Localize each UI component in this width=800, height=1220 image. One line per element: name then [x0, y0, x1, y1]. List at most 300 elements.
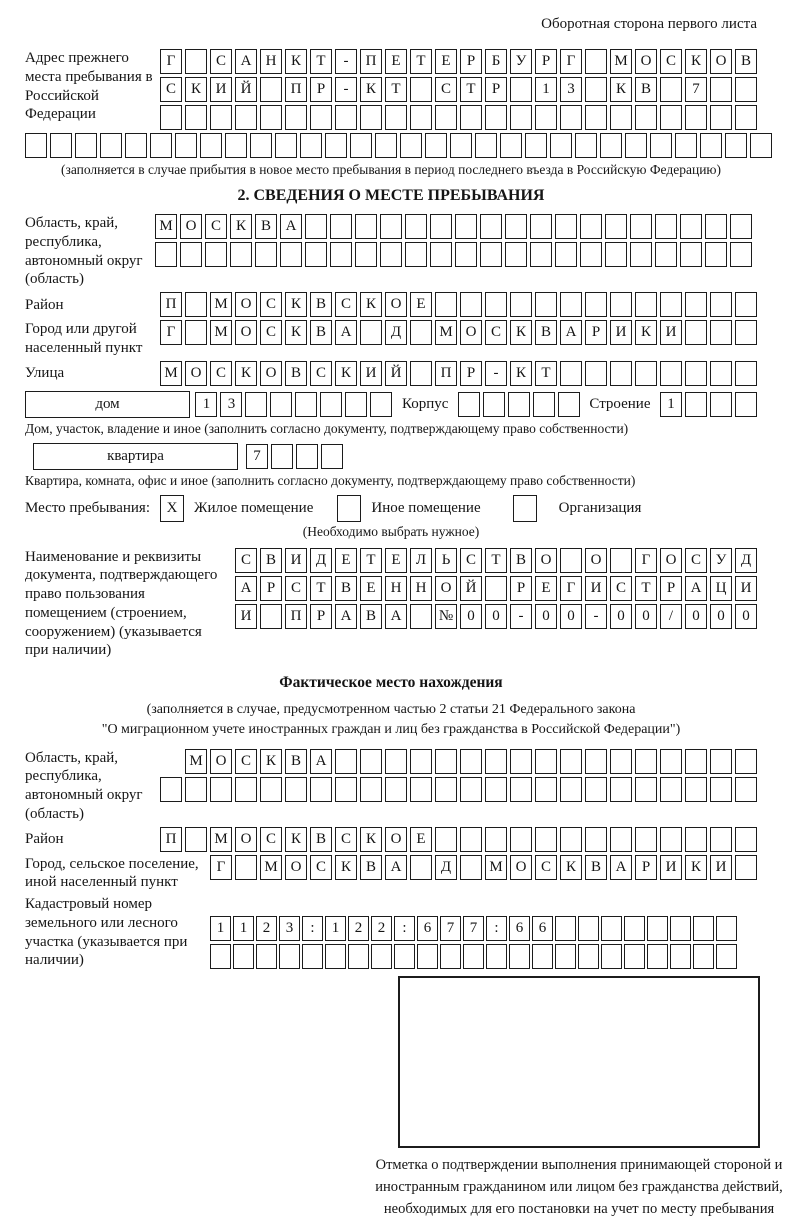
- char-cell: [410, 361, 432, 386]
- char-cell: О: [585, 548, 607, 573]
- house-type-box: дом: [25, 391, 190, 418]
- char-cell: У: [510, 49, 532, 74]
- char-cell: [475, 133, 497, 158]
- char-cell: В: [285, 749, 307, 774]
- char-cell: [185, 105, 207, 130]
- char-cell: [460, 777, 482, 802]
- char-cell: 7: [440, 916, 461, 941]
- char-cell: [605, 214, 627, 239]
- char-cell: С: [260, 320, 282, 345]
- char-cell: [210, 105, 232, 130]
- char-cell: [510, 77, 532, 102]
- char-cell: Т: [485, 548, 507, 573]
- char-cell: К: [285, 49, 307, 74]
- city-block: [25, 320, 757, 358]
- char-cell: [296, 444, 318, 469]
- char-cell: [295, 392, 317, 417]
- char-cell: М: [435, 320, 457, 345]
- char-cell: А: [385, 604, 407, 629]
- char-cell: [710, 827, 732, 852]
- char-cell: [460, 292, 482, 317]
- char-cell: [530, 214, 552, 239]
- char-cell: [710, 292, 732, 317]
- char-cell: [560, 292, 582, 317]
- fact-region-label: Область, край, республика, автономный округ (область): [25, 749, 143, 822]
- char-cell: [535, 827, 557, 852]
- char-cell: [508, 392, 530, 417]
- checkbox-other-premises: [337, 495, 361, 522]
- char-cell: :: [302, 916, 323, 941]
- char-cell: К: [510, 361, 532, 386]
- korpus-label: Корпус: [401, 395, 449, 412]
- char-cell: [710, 105, 732, 130]
- char-cell: А: [280, 214, 302, 239]
- char-cell: [360, 749, 382, 774]
- char-cell: Е: [410, 827, 432, 852]
- char-cell: В: [310, 292, 332, 317]
- char-cell: [325, 944, 346, 969]
- char-cell: Р: [585, 320, 607, 345]
- char-cell: [635, 361, 657, 386]
- char-cell: [735, 749, 757, 774]
- char-cell: [410, 320, 432, 345]
- char-cell: [624, 944, 645, 969]
- char-cell: [685, 392, 707, 417]
- char-cell: Г: [635, 548, 657, 573]
- char-cell: О: [660, 548, 682, 573]
- char-cell: [535, 292, 557, 317]
- char-cell: [680, 214, 702, 239]
- char-cell: [630, 242, 652, 267]
- char-cell: 0: [485, 604, 507, 629]
- char-cell: [210, 777, 232, 802]
- char-cell: [370, 392, 392, 417]
- prev-address-note: (заполняется в случае прибытия в новое место пребывания в период последнего въезда в Российскую Федерацию): [60, 162, 722, 177]
- char-cell: О: [180, 214, 202, 239]
- char-cell: [535, 777, 557, 802]
- char-cell: К: [235, 361, 257, 386]
- char-cell: [710, 777, 732, 802]
- char-cell: [455, 214, 477, 239]
- city-label: Город или другой населенный пункт: [25, 321, 143, 356]
- char-cell: [271, 444, 293, 469]
- char-cell: [480, 214, 502, 239]
- char-cell: 2: [256, 916, 277, 941]
- char-cell: А: [610, 855, 632, 880]
- char-cell: 3: [560, 77, 582, 102]
- char-cell: М: [210, 292, 232, 317]
- char-cell: 6: [509, 916, 530, 941]
- char-cell: [280, 242, 302, 267]
- char-cell: [185, 827, 207, 852]
- char-cell: [485, 105, 507, 130]
- char-cell: [560, 827, 582, 852]
- char-cell: Г: [560, 49, 582, 74]
- char-cell: К: [510, 320, 532, 345]
- char-cell: [435, 827, 457, 852]
- char-cell: [625, 133, 647, 158]
- char-cell: К: [285, 320, 307, 345]
- char-cell: М: [210, 827, 232, 852]
- char-cell: [348, 944, 369, 969]
- char-cell: Е: [385, 548, 407, 573]
- char-cell: Б: [485, 49, 507, 74]
- char-cell: [578, 916, 599, 941]
- char-cell: [260, 604, 282, 629]
- char-cell: С: [435, 77, 457, 102]
- char-cell: [355, 242, 377, 267]
- char-cell: О: [210, 749, 232, 774]
- char-cell: Ц: [710, 576, 732, 601]
- fact-district-label: Район: [25, 831, 64, 848]
- residential-label: Жилое помещение: [194, 499, 314, 516]
- char-cell: [585, 77, 607, 102]
- corner-note: Оборотная сторона первого листа: [541, 16, 757, 32]
- char-cell: №: [435, 604, 457, 629]
- char-cell: В: [635, 77, 657, 102]
- char-cell: Р: [260, 576, 282, 601]
- char-cell: М: [155, 214, 177, 239]
- apartment-note: Квартира, комната, офис и иное (заполнить согласно документу, подтверждающему право собственности): [25, 472, 636, 488]
- char-cell: [660, 827, 682, 852]
- char-cell: А: [235, 576, 257, 601]
- char-cell: А: [335, 604, 357, 629]
- char-cell: [693, 944, 714, 969]
- street-label: Улица: [25, 365, 65, 381]
- char-cell: И: [660, 320, 682, 345]
- char-cell: П: [160, 827, 182, 852]
- char-cell: [210, 944, 231, 969]
- char-cell: 3: [220, 392, 242, 417]
- char-cell: [560, 548, 582, 573]
- char-cell: С: [235, 749, 257, 774]
- char-cell: Г: [160, 49, 182, 74]
- section2-title: 2. СВЕДЕНИЯ О МЕСТЕ ПРЕБЫВАНИЯ: [237, 187, 545, 204]
- char-cell: В: [510, 548, 532, 573]
- char-cell: [160, 105, 182, 130]
- char-cell: 1: [660, 392, 682, 417]
- char-cell: [405, 214, 427, 239]
- char-cell: [410, 855, 432, 880]
- char-cell: [555, 242, 577, 267]
- house-note: Дом, участок, владение и иное (заполнить согласно документу, подтверждающему право собственности): [25, 420, 629, 436]
- char-cell: О: [185, 361, 207, 386]
- organization-label: Организация: [558, 499, 642, 516]
- prev-address-row-1: [160, 49, 757, 74]
- char-cell: В: [360, 855, 382, 880]
- char-cell: О: [235, 292, 257, 317]
- char-cell: [585, 749, 607, 774]
- other-premises-label: Иное помещение: [371, 499, 481, 516]
- char-cell: [685, 777, 707, 802]
- char-cell: [555, 214, 577, 239]
- char-cell: [100, 133, 122, 158]
- char-cell: [150, 133, 172, 158]
- char-cell: [735, 777, 757, 802]
- char-cell: 3: [279, 916, 300, 941]
- char-cell: [486, 944, 507, 969]
- char-cell: О: [635, 49, 657, 74]
- char-cell: [685, 320, 707, 345]
- char-cell: [560, 777, 582, 802]
- char-cell: В: [310, 827, 332, 852]
- char-cell: К: [360, 827, 382, 852]
- char-cell: А: [385, 855, 407, 880]
- char-cell: [735, 292, 757, 317]
- char-cell: [230, 242, 252, 267]
- char-cell: О: [710, 49, 732, 74]
- char-cell: У: [710, 548, 732, 573]
- char-cell: [360, 320, 382, 345]
- char-cell: [321, 444, 343, 469]
- char-cell: С: [210, 49, 232, 74]
- char-cell: [735, 77, 757, 102]
- char-cell: А: [560, 320, 582, 345]
- char-cell: В: [535, 320, 557, 345]
- char-cell: [509, 944, 530, 969]
- char-cell: [485, 576, 507, 601]
- char-cell: 1: [535, 77, 557, 102]
- char-cell: С: [660, 49, 682, 74]
- char-cell: А: [310, 749, 332, 774]
- char-cell: [693, 916, 714, 941]
- char-cell: [735, 827, 757, 852]
- char-cell: 1: [210, 916, 231, 941]
- char-cell: [555, 944, 576, 969]
- char-cell: [483, 392, 505, 417]
- char-cell: И: [210, 77, 232, 102]
- char-cell: С: [285, 576, 307, 601]
- char-cell: [705, 214, 727, 239]
- char-cell: М: [485, 855, 507, 880]
- char-cell: [710, 749, 732, 774]
- stamp-caption: Отметка о подтверждении выполнения принимающей стороной и иностранным гражданином или лицом без гражданства действий, необходимых для его постановки на учет по месту пребывания: [375, 1157, 783, 1217]
- char-cell: К: [285, 292, 307, 317]
- char-cell: [430, 214, 452, 239]
- char-cell: [200, 133, 222, 158]
- region-block: [25, 214, 757, 289]
- char-cell: 0: [735, 604, 757, 629]
- char-cell: [685, 105, 707, 130]
- char-cell: [730, 214, 752, 239]
- char-cell: 2: [348, 916, 369, 941]
- stamp-area: [25, 976, 783, 1220]
- char-cell: Е: [410, 292, 432, 317]
- char-cell: [410, 777, 432, 802]
- char-cell: [260, 77, 282, 102]
- char-cell: [685, 361, 707, 386]
- char-cell: [585, 105, 607, 130]
- char-cell: /: [660, 604, 682, 629]
- char-cell: В: [260, 548, 282, 573]
- char-cell: :: [394, 916, 415, 941]
- char-cell: К: [335, 361, 357, 386]
- char-cell: С: [685, 548, 707, 573]
- char-cell: [350, 133, 372, 158]
- char-cell: Й: [460, 576, 482, 601]
- char-cell: [371, 944, 392, 969]
- char-cell: [610, 105, 632, 130]
- char-cell: Й: [235, 77, 257, 102]
- char-cell: С: [610, 576, 632, 601]
- char-cell: [160, 777, 182, 802]
- region-row-2: [155, 242, 752, 267]
- char-cell: В: [335, 576, 357, 601]
- char-cell: Е: [435, 49, 457, 74]
- char-cell: [125, 133, 147, 158]
- document-row-1: [235, 548, 757, 573]
- char-cell: М: [610, 49, 632, 74]
- prev-address-row-4: [25, 133, 757, 158]
- char-cell: [385, 777, 407, 802]
- char-cell: 0: [685, 604, 707, 629]
- char-cell: 1: [195, 392, 217, 417]
- char-cell: К: [610, 77, 632, 102]
- prev-address-row-2: [160, 77, 757, 102]
- char-cell: Н: [385, 576, 407, 601]
- char-cell: [585, 49, 607, 74]
- char-cell: К: [335, 855, 357, 880]
- char-cell: [575, 133, 597, 158]
- char-cell: [410, 105, 432, 130]
- char-cell: [75, 133, 97, 158]
- char-cell: [660, 105, 682, 130]
- char-cell: [50, 133, 72, 158]
- char-cell: О: [235, 827, 257, 852]
- char-cell: [394, 944, 415, 969]
- char-cell: [460, 855, 482, 880]
- char-cell: [685, 827, 707, 852]
- char-cell: [535, 105, 557, 130]
- char-cell: [335, 777, 357, 802]
- char-cell: [458, 392, 480, 417]
- char-cell: О: [235, 320, 257, 345]
- char-cell: [460, 749, 482, 774]
- char-cell: [385, 749, 407, 774]
- char-cell: Г: [160, 320, 182, 345]
- char-cell: К: [685, 855, 707, 880]
- char-cell: [555, 916, 576, 941]
- house-row: [25, 391, 757, 418]
- char-cell: М: [185, 749, 207, 774]
- document-block: [25, 548, 757, 661]
- char-cell: 7: [685, 77, 707, 102]
- char-cell: [532, 944, 553, 969]
- char-cell: Р: [660, 576, 682, 601]
- char-cell: [660, 749, 682, 774]
- prev-address-row-3: [160, 105, 757, 130]
- char-cell: [410, 604, 432, 629]
- char-cell: [330, 214, 352, 239]
- char-cell: С: [310, 855, 332, 880]
- char-cell: Н: [260, 49, 282, 74]
- char-cell: [435, 105, 457, 130]
- char-cell: -: [510, 604, 532, 629]
- char-cell: В: [255, 214, 277, 239]
- char-cell: А: [335, 320, 357, 345]
- char-cell: 2: [371, 916, 392, 941]
- char-cell: [725, 133, 747, 158]
- char-cell: [610, 827, 632, 852]
- char-cell: С: [260, 827, 282, 852]
- actual-location-note: [25, 700, 757, 741]
- char-cell: [270, 392, 292, 417]
- char-cell: [345, 392, 367, 417]
- char-cell: [305, 242, 327, 267]
- char-cell: [650, 133, 672, 158]
- street-block: [25, 361, 757, 386]
- char-cell: Р: [460, 361, 482, 386]
- char-cell: [560, 105, 582, 130]
- char-cell: П: [435, 361, 457, 386]
- house-number-cells: [195, 392, 392, 417]
- char-cell: С: [335, 827, 357, 852]
- char-cell: [510, 827, 532, 852]
- char-cell: [750, 133, 772, 158]
- char-cell: [480, 242, 502, 267]
- stamp-box: [398, 976, 760, 1148]
- char-cell: [580, 242, 602, 267]
- char-cell: И: [285, 548, 307, 573]
- stay-type-note: (Необходимо выбрать нужное): [302, 523, 480, 539]
- char-cell: К: [260, 749, 282, 774]
- char-cell: [675, 133, 697, 158]
- char-cell: [505, 242, 527, 267]
- char-cell: 0: [710, 604, 732, 629]
- prev-address-block: [25, 49, 757, 130]
- char-cell: А: [685, 576, 707, 601]
- char-cell: [256, 944, 277, 969]
- char-cell: Е: [385, 49, 407, 74]
- char-cell: [235, 855, 257, 880]
- char-cell: [460, 105, 482, 130]
- char-cell: К: [230, 214, 252, 239]
- char-cell: Д: [435, 855, 457, 880]
- char-cell: [610, 292, 632, 317]
- char-cell: [505, 214, 527, 239]
- char-cell: [624, 916, 645, 941]
- fact-region-block: [25, 749, 757, 824]
- char-cell: [260, 105, 282, 130]
- char-cell: [335, 749, 357, 774]
- char-cell: [685, 292, 707, 317]
- char-cell: [560, 749, 582, 774]
- char-cell: [510, 105, 532, 130]
- char-cell: [635, 749, 657, 774]
- fact-region-row-1: [185, 749, 757, 774]
- char-cell: [435, 749, 457, 774]
- fact-region-row-2: [160, 777, 757, 802]
- char-cell: С: [485, 320, 507, 345]
- char-cell: И: [735, 576, 757, 601]
- char-cell: Т: [410, 49, 432, 74]
- char-cell: Д: [310, 548, 332, 573]
- actual-location-note-line1: (заполняется в случае, предусмотренном частью 2 статьи 21 Федерального закона: [146, 702, 636, 717]
- char-cell: [670, 916, 691, 941]
- char-cell: [585, 292, 607, 317]
- district-block: [25, 292, 757, 317]
- char-cell: Е: [360, 576, 382, 601]
- char-cell: [460, 827, 482, 852]
- char-cell: [660, 777, 682, 802]
- char-cell: [680, 242, 702, 267]
- char-cell: [700, 133, 722, 158]
- city-row: [160, 320, 757, 345]
- char-cell: [275, 133, 297, 158]
- region-row-1: [155, 214, 752, 239]
- char-cell: -: [585, 604, 607, 629]
- char-cell: К: [635, 320, 657, 345]
